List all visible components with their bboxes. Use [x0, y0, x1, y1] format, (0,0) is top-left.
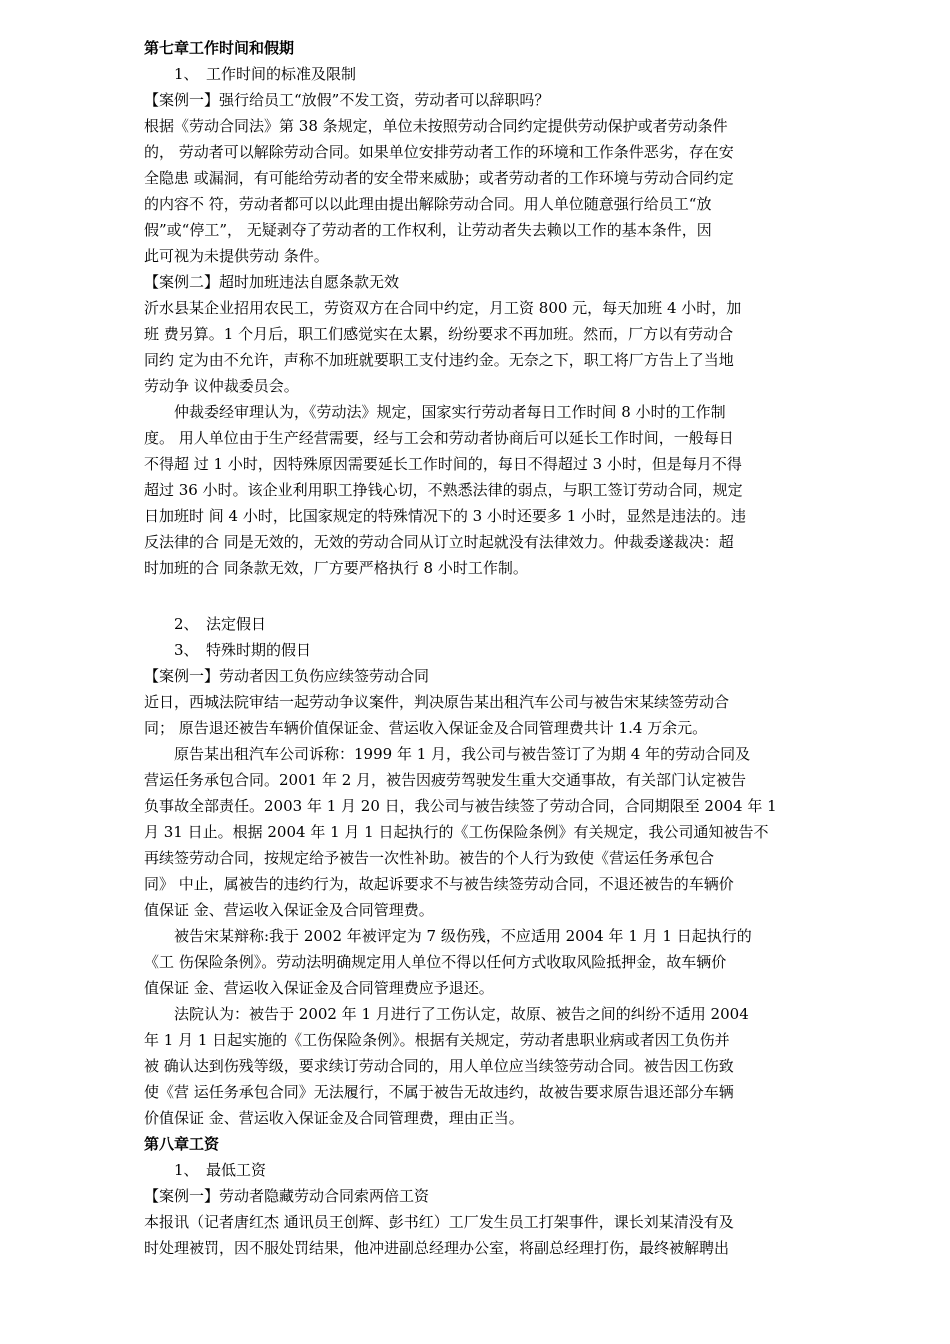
paragraph-line: 使《营 运任务承包合同》无法履行，不属于被告无故违约，故被告要求原告退还部分车辆	[144, 1083, 734, 1101]
paragraph-line: 此可视为未提供劳动 条件。	[144, 247, 329, 265]
paragraph-line: 的内容不 符，劳动者都可以以此理由提出解除劳动合同。用人单位随意强行给员工“放	[144, 195, 712, 213]
paragraph-line: 月 31 日止。根据 2004 年 1 月 1 日起执行的《工伤保险条例》有关规定，我公司通知被告不	[144, 823, 769, 841]
paragraph-line: 假”或“停工”， 无疑剥夺了劳动者的工作权利，让劳动者失去赖以工作的基本条件，因	[144, 221, 712, 239]
paragraph-line: 被 确认达到伤残等级，要求续订劳动合同的，用人单位应当续签劳动合同。被告因工伤致	[144, 1057, 734, 1075]
paragraph-line: 被告宋某辩称:我于 2002 年被评定为 7 级伤残，不应适用 2004 年 1 月 1 日起执行的	[144, 927, 752, 945]
paragraph-line: 的， 劳动者可以解除劳动合同。如果单位安排劳动者工作的环境和工作条件恶劣，存在安	[144, 143, 734, 161]
section-heading: 3、 特殊时期的假日	[144, 641, 312, 659]
chapter-8-heading: 第八章工资	[144, 1135, 220, 1153]
paragraph-line: 本报讯（记者唐红杰 通讯员王创辉、彭书红）工厂发生员工打架事件，课长刘某清没有及	[144, 1213, 734, 1231]
case-heading: 【案例二】超时加班违法自愿条款无效	[144, 273, 400, 291]
paragraph-line: 根据《劳动合同法》第 38 条规定，单位未按照劳动合同约定提供劳动保护或者劳动条件	[144, 117, 728, 135]
section-heading: 1、 工作时间的标准及限制	[144, 65, 357, 83]
chapter-7-heading: 第七章工作时间和假期	[144, 39, 295, 57]
paragraph-line: 仲裁委经审理认为，《劳动法》规定，国家实行劳动者每日工作时间 8 小时的工作制	[144, 403, 726, 421]
paragraph-line: 日加班时 间 4 小时，比国家规定的特殊情况下的 3 小时还要多 1 小时，显然是违法的。违	[144, 507, 747, 525]
case-heading: 【案例一】劳动者因工负伤应续签劳动合同	[144, 667, 430, 685]
case-heading: 【案例一】强行给员工“放假”不发工资，劳动者可以辞职吗？	[144, 91, 550, 109]
paragraph-line: 劳动争 议仲裁委员会。	[144, 377, 299, 395]
paragraph-line: 同约 定为由不允许，声称不加班就要职工支付违约金。无奈之下，职工将厂方告上了当地	[144, 351, 734, 369]
paragraph-line: 度。 用人单位由于生产经营需要，经与工会和劳动者协商后可以延长工作时间，一般每日	[144, 429, 734, 447]
paragraph-line: 班 费另算。1 个月后，职工们感觉实在太累，纷纷要求不再加班。然而，厂方以有劳动合	[144, 325, 734, 343]
paragraph-line: 时加班的合 同条款无效，厂方要严格执行 8 小时工作制。	[144, 559, 528, 577]
paragraph-line: 同》 中止，属被告的违约行为，故起诉要求不与被告续签劳动合同，不退还被告的车辆价	[144, 875, 734, 893]
paragraph-line: 近日，西城法院审结一起劳动争议案件，判决原告某出租汽车公司与被告宋某续签劳动合	[144, 693, 730, 711]
paragraph-line: 法院认为：被告于 2002 年 1 月进行了工伤认定，故原、被告之间的纠纷不适用 2004	[144, 1005, 749, 1023]
case-heading: 【案例一】劳动者隐藏劳动合同索两倍工资	[144, 1187, 430, 1205]
paragraph-line: 再续签劳动合同，按规定给予被告一次性补助。被告的个人行为致使《营运任务承包合	[144, 849, 715, 867]
paragraph-line: 营运任务承包合同。2001 年 2 月，被告因疲劳驾驶发生重大交通事故，有关部门认定被告	[144, 771, 747, 789]
paragraph-line: 时处理被罚，因不服处罚结果，他冲进副总经理办公室，将副总经理打伤，最终被解聘出	[144, 1239, 730, 1257]
paragraph-line: 原告某出租汽车公司诉称：1999 年 1 月，我公司与被告签订了为期 4 年的劳动合同及	[144, 745, 751, 763]
paragraph-line: 同； 原告退还被告车辆价值保证金、营运收入保证金及合同管理费共计 1.4 万余元。	[144, 719, 708, 737]
paragraph-line: 负事故全部责任。2003 年 1 月 20 日，我公司与被告续签了劳动合同，合同期限至 2004 年 1	[144, 797, 777, 815]
paragraph-line: 价值保证 金、营运收入保证金及合同管理费，理由正当。	[144, 1109, 524, 1127]
section-heading: 2、 法定假日	[144, 615, 267, 633]
paragraph-line: 年 1 月 1 日起实施的《工伤保险条例》。根据有关规定，劳动者患职业病或者因工负伤并	[144, 1031, 730, 1049]
paragraph-line: 不得超 过 1 小时，因特殊原因需要延长工作时间的，每日不得超过 3 小时，但是每月不得	[144, 455, 742, 473]
section-heading: 1、 最低工资	[144, 1161, 267, 1179]
paragraph-line: 超过 36 小时。该企业利用职工挣钱心切，不熟悉法律的弱点，与职工签订劳动合同，规定	[144, 481, 743, 499]
paragraph-line: 沂水县某企业招用农民工，劳资双方在合同中约定，月工资 800 元，每天加班 4 小时，加	[144, 299, 742, 317]
paragraph-line: 《工 伤保险条例》。劳动法明确规定用人单位不得以任何方式收取风险抵押金，故车辆价	[144, 953, 727, 971]
paragraph-line: 全隐患 或漏洞，有可能给劳动者的安全带来威胁；或者劳动者的工作环境与劳动合同约定	[144, 169, 734, 187]
paragraph-line: 反法律的合 同是无效的，无效的劳动合同从订立时起就没有法律效力。仲裁委遂裁决：超	[144, 533, 734, 551]
paragraph-line: 值保证 金、营运收入保证金及合同管理费应予退还。	[144, 979, 494, 997]
paragraph-line: 值保证 金、营运收入保证金及合同管理费。	[144, 901, 434, 919]
